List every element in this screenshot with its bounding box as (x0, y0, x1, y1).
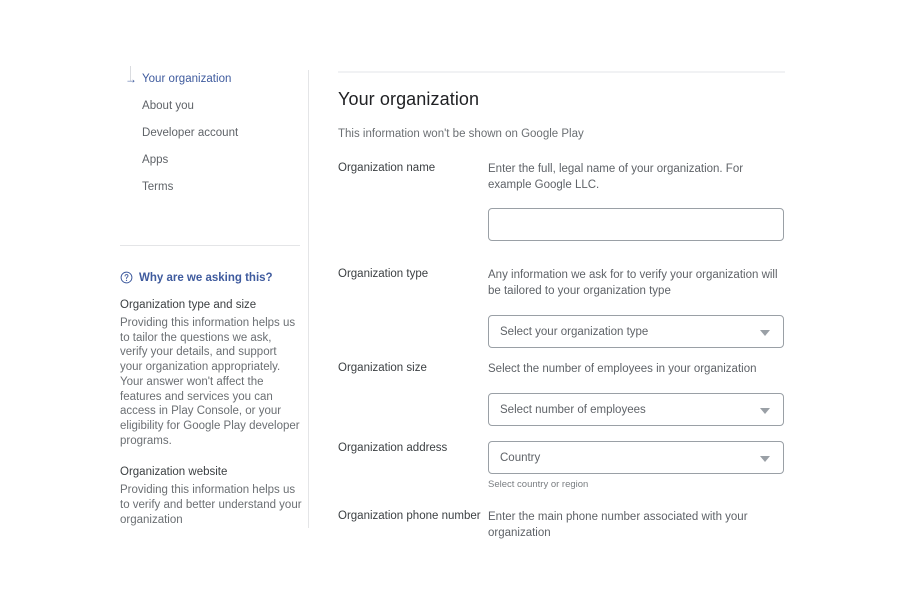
chevron-down-icon (760, 316, 770, 349)
chevron-down-icon (760, 442, 770, 475)
main-top-rule (338, 71, 785, 73)
sidebar-item-developer-account[interactable] (120, 120, 308, 147)
organization-country-helper-text: Select country or region (488, 479, 589, 490)
sidebar-item-your-organization[interactable] (120, 66, 308, 93)
sidebar-divider (120, 245, 300, 246)
why-asking-panel (120, 271, 302, 527)
why-asking-label: Why are we asking this? (139, 271, 273, 284)
sidebar-item-label: Terms (142, 181, 174, 193)
page-title: Your organization (338, 89, 480, 109)
sidebar-item-apps[interactable] (120, 147, 308, 174)
why-asking-heading[interactable] (120, 271, 302, 284)
help-circle-icon (120, 271, 133, 284)
chevron-down-icon (760, 394, 770, 427)
organization-country-select-value: Country (500, 452, 541, 464)
row-field-organization-name (488, 161, 785, 241)
row-field-organization-address (488, 441, 785, 491)
organization-country-select[interactable] (488, 441, 784, 474)
sidebar-item-label: About you (142, 100, 194, 112)
row-label-organization-address: Organization address (338, 442, 448, 454)
row-field-organization-type (488, 267, 785, 348)
row-field-organization-size (488, 361, 785, 426)
organization-name-input[interactable] (488, 208, 784, 241)
why-section-title-type-size: Organization type and size (120, 299, 257, 311)
sidebar-item-label: Your organization (142, 73, 232, 85)
field-description: Any information we ask for to verify your organization will be tailored to your organization type (488, 269, 778, 297)
why-section-title-website: Organization website (120, 466, 228, 479)
sidebar-nav (120, 66, 308, 201)
row-field-organization-phone (488, 509, 785, 541)
sidebar (120, 66, 308, 536)
organization-size-select-value: Select number of employees (500, 404, 646, 416)
arrow-right-icon: → (125, 72, 138, 86)
row-label-organization-phone: Organization phone number (338, 510, 481, 522)
row-label-organization-size: Organization size (338, 362, 427, 374)
row-label-organization-type: Organization type (338, 268, 429, 280)
row-label-organization-name: Organization name (338, 162, 436, 174)
field-description: Select the number of employees in your organization (488, 363, 757, 375)
sidebar-item-terms[interactable] (120, 174, 308, 201)
organization-type-select-value: Select your organization type (500, 326, 649, 338)
column-divider (308, 70, 309, 528)
why-section-body-type-size: Providing this information helps us to tailor the questions we ask, verify your details, and support your organization appropriately. Your answer won't affect the features and services you can access in Play Console, or your eligibility for Google Play developer programs. (120, 317, 300, 447)
sidebar-item-label: Apps (142, 154, 169, 166)
why-section-body-website: Providing this information helps us to verify and better understand your organization (120, 484, 302, 526)
sidebar-item-about-you[interactable] (120, 93, 308, 120)
organization-type-select[interactable] (488, 315, 784, 348)
organization-size-select[interactable] (488, 393, 784, 426)
sidebar-item-label: Developer account (142, 127, 239, 139)
field-description: Enter the main phone number associated with your organization (488, 511, 748, 539)
page-subtitle: This information won't be shown on Google Play (338, 128, 584, 140)
field-description: Enter the full, legal name of your organization. For example Google LLC. (488, 163, 744, 191)
